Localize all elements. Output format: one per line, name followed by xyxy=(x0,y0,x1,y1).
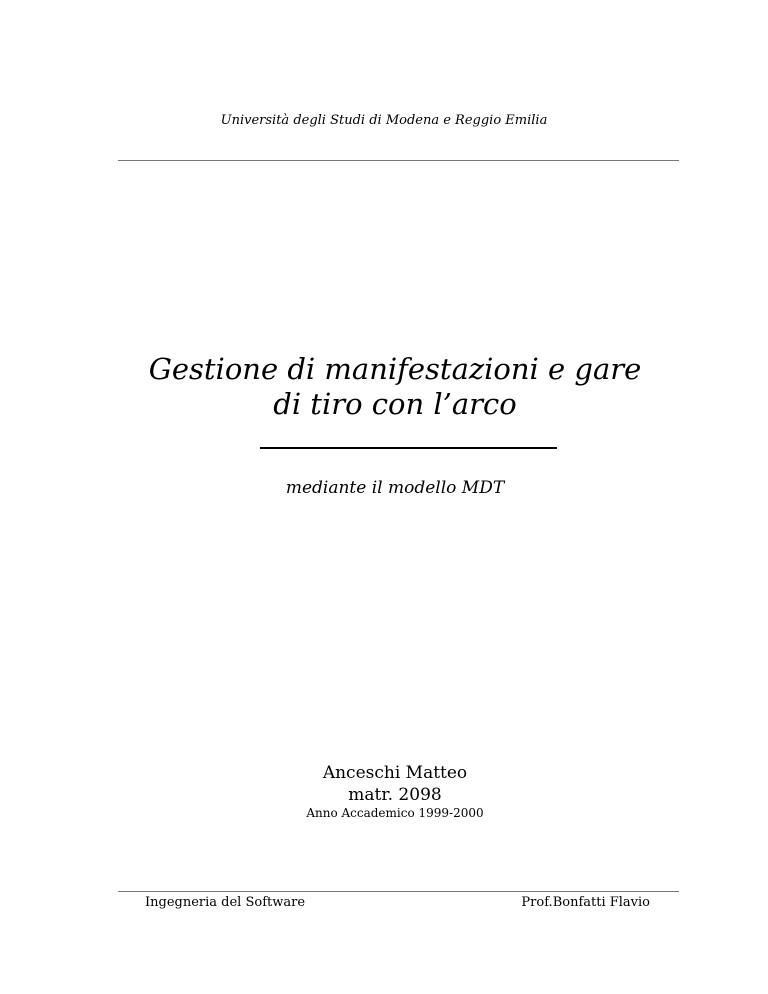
document-subtitle: mediante il modello MDT xyxy=(285,478,505,498)
document-title xyxy=(0,352,768,422)
student-id: matr. 2098 xyxy=(348,785,442,805)
title-underline xyxy=(260,447,557,449)
title-line-2: di tiro con l’arco xyxy=(273,387,517,421)
footer-professor: Prof.Bonfatti Flavio xyxy=(521,895,650,910)
header-divider xyxy=(118,160,679,161)
author-name: Anceschi Matteo xyxy=(322,763,468,783)
title-line-1: Gestione di manifestazioni e gare xyxy=(148,352,642,386)
university-header: Università degli Studi di Modena e Reggio Emilia xyxy=(220,113,548,128)
academic-year: Anno Accademico 1999-2000 xyxy=(306,806,484,820)
footer-course: Ingegneria del Software xyxy=(145,895,306,910)
footer-divider xyxy=(118,891,679,892)
